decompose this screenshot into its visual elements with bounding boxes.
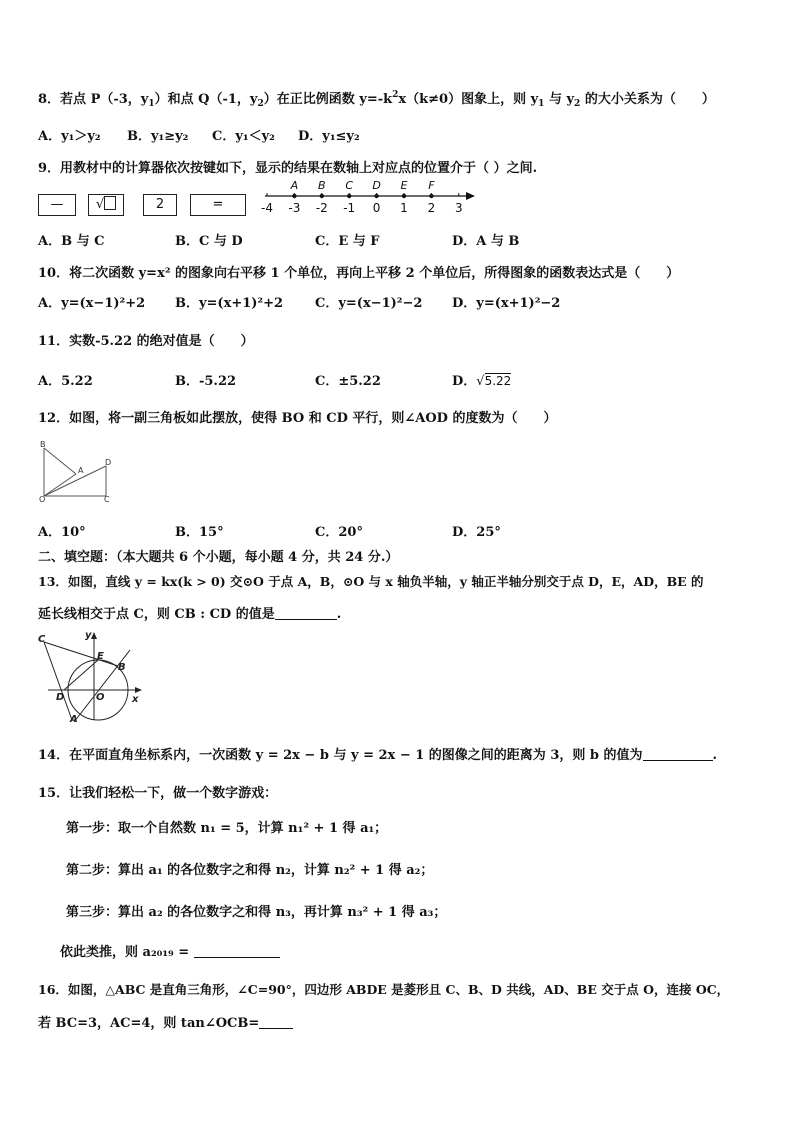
q15-conclusion: 依此类推，则 a₂₀₁₉ = bbox=[60, 941, 280, 960]
label-A: A bbox=[78, 466, 84, 475]
number-line-figure bbox=[255, 178, 480, 218]
number-line-point bbox=[374, 194, 378, 198]
q9-stem: 9．用教材中的计算器依次按键如下，显示的结果在数轴上对应点的位置介于（ ）之间. bbox=[38, 161, 538, 176]
key-minus: — bbox=[38, 194, 76, 216]
number-line-tick-label: 2 bbox=[427, 201, 436, 215]
label-D: D bbox=[56, 692, 65, 703]
answer-blank[interactable] bbox=[194, 945, 280, 958]
q8-stem: 8．若点 P（-3，$y_1$）和点 Q（-1，$y_2$）在正比例函数 $y=-k^2x(k\ne 0)$图象上，则 $y_1$ 与 $y_2$ 的大小关系为（ ） bbox=[38, 90, 715, 109]
q8-option-d[interactable]: D．y₁≤y₂ bbox=[298, 129, 360, 144]
number-line-tick-label: 3 bbox=[454, 201, 463, 215]
q10-stem: 10．将二次函数 y=x² 的图象向右平移 1 个单位，再向上平移 2 个单位后，所得图象的函数表达式是（ ） bbox=[38, 266, 680, 281]
line-CA bbox=[44, 642, 72, 720]
number-line-tick-label: 0 bbox=[372, 201, 381, 215]
answer-blank[interactable] bbox=[275, 607, 337, 620]
number-line-point-label: F bbox=[428, 179, 435, 192]
label-B: B bbox=[118, 662, 126, 673]
q9-option-c[interactable]: C．E 与 F bbox=[315, 234, 380, 249]
q9-option-b[interactable]: B．C 与 D bbox=[175, 234, 243, 249]
key-sqrt: √ bbox=[88, 194, 124, 216]
number-line-tick-label: -1 bbox=[343, 201, 356, 215]
number-line-point-label: D bbox=[372, 179, 381, 192]
label-O: O bbox=[96, 692, 105, 703]
number-line-point bbox=[402, 194, 406, 198]
q13-line1: 13．如图，直线 y = kx(k > 0) 交⊙O 于点 A，B，⊙O 与 x 轴负半轴，y 轴正半轴分别交于点 D，E，AD，BE 的 bbox=[38, 574, 704, 589]
answer-blank[interactable] bbox=[643, 748, 713, 761]
q12-option-c[interactable]: C．20° bbox=[315, 525, 363, 540]
label-C: C bbox=[38, 634, 46, 645]
q11-option-d[interactable]: D．√5.22 bbox=[452, 374, 512, 389]
q12-option-a[interactable]: A．10° bbox=[38, 525, 86, 540]
label-A: A bbox=[70, 714, 78, 724]
label-C: C bbox=[104, 495, 110, 502]
q14-stem: 14．在平面直角坐标系内，一次函数 y = 2x − b 与 y = 2x − 1 的图像之间的距离为 3，则 b 的值为 . bbox=[38, 748, 718, 763]
q11-option-a[interactable]: A．5.22 bbox=[38, 374, 93, 389]
q15-stem: 15．让我们轻松一下，做一个数字游戏： bbox=[38, 786, 278, 801]
line-CB bbox=[44, 642, 118, 666]
triangle-set-figure bbox=[36, 440, 116, 502]
number-line-tick-label: -3 bbox=[288, 201, 301, 215]
label-y: y bbox=[85, 630, 92, 641]
number-line-point-label: C bbox=[345, 179, 354, 192]
q15-step3: 第三步：算出 a₂ 的各位数字之和得 n₃，再计算 n₃² + 1 得 a₃； bbox=[66, 905, 447, 920]
q15-step1: 第一步：取一个自然数 n₁ = 5，计算 n₁² + 1 得 a₁； bbox=[66, 821, 388, 836]
number-line-tick-label: 1 bbox=[400, 201, 408, 215]
label-D: D bbox=[105, 458, 112, 467]
q11-option-b[interactable]: B．-5.22 bbox=[175, 374, 237, 389]
q13-line2: 延长线相交于点 C，则 CB : CD 的值是 . bbox=[38, 607, 342, 622]
number-line-tick-label: -4 bbox=[261, 201, 273, 215]
q16-line2: 若 BC=3，AC=4，则 tan∠OCB= bbox=[38, 1012, 293, 1031]
q8-option-c[interactable]: C．y₁＜y₂ bbox=[212, 129, 275, 144]
q12-option-d[interactable]: D．25° bbox=[452, 525, 501, 540]
q8-option-a[interactable]: A．y₁＞y₂ bbox=[38, 129, 101, 144]
radicand: 5.22 bbox=[484, 374, 512, 388]
label-x: x bbox=[132, 694, 139, 705]
section-heading: 二、填空题：（本大题共 6 个小题，每小题 4 分，共 24 分.） bbox=[38, 550, 399, 565]
q11-stem: 11．实数-5.22 的绝对值是（ ） bbox=[38, 334, 254, 349]
number-line-point bbox=[429, 194, 433, 198]
number-line-point-label: B bbox=[318, 179, 326, 192]
label-B: B bbox=[40, 440, 46, 449]
label-O: O bbox=[39, 495, 46, 502]
q12-option-b[interactable]: B．15° bbox=[175, 525, 224, 540]
number-line-arrow bbox=[466, 192, 475, 200]
number-line-tick-label: -2 bbox=[315, 201, 328, 215]
circle-figure bbox=[34, 628, 144, 724]
key-equals: = bbox=[190, 194, 246, 216]
q16-line1: 16．如图，△ABC 是直角三角形，∠C=90°，四边形 ABDE 是菱形且 C、B、D 共线，AD、BE 交于点 O，连接 OC， bbox=[38, 982, 730, 997]
q12-stem: 12．如图，将一副三角板如此摆放，使得 BO 和 CD 平行，则∠AOD 的度数为（ ） bbox=[38, 411, 557, 426]
q15-step2: 第二步：算出 a₁ 的各位数字之和得 n₂，计算 n₂² + 1 得 a₂； bbox=[66, 863, 434, 878]
label-E: E bbox=[97, 651, 104, 662]
q10-option-d[interactable]: D．y=(x+1)²−2 bbox=[452, 296, 561, 311]
number-line-point-label: A bbox=[290, 179, 299, 192]
answer-blank[interactable] bbox=[259, 1016, 293, 1029]
number-line-point bbox=[347, 194, 351, 198]
number-line-point-label: E bbox=[400, 179, 408, 192]
q8-option-b[interactable]: B．y₁≥y₂ bbox=[127, 129, 189, 144]
q10-option-c[interactable]: C．y=(x−1)²−2 bbox=[315, 296, 423, 311]
q9-option-a[interactable]: A．B 与 C bbox=[38, 234, 105, 249]
q10-option-a[interactable]: A．y=(x−1)²+2 bbox=[38, 296, 146, 311]
q11-option-c[interactable]: C．±5.22 bbox=[315, 374, 381, 389]
key-2: 2 bbox=[143, 194, 177, 216]
number-line-point bbox=[292, 194, 296, 198]
q9-option-d[interactable]: D．A 与 B bbox=[452, 234, 520, 249]
number-line-point bbox=[320, 194, 324, 198]
q10-option-b[interactable]: B．y=(x+1)²+2 bbox=[175, 296, 284, 311]
